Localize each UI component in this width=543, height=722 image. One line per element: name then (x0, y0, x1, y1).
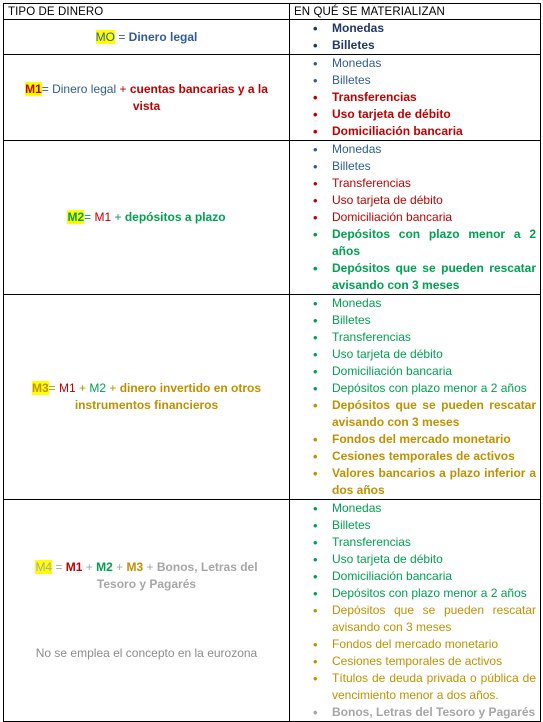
m1-definition (4, 55, 290, 141)
list-item: • Domiciliación bancaria (313, 124, 463, 139)
m2-plus: + (111, 210, 125, 224)
list-item: • Monedas (313, 56, 382, 71)
list-item: • Fondos del mercado monetario (313, 432, 511, 447)
list-item: • Uso tarjeta de débito (313, 552, 443, 567)
bullet-icon: • (313, 107, 318, 122)
list-item: • Domiciliación bancaria (313, 569, 453, 584)
m1-label: M1 (25, 81, 42, 96)
m1-plus: + (116, 81, 130, 96)
list-item: • Títulos de deuda privada o pública de vencimiento menor a dos años. (313, 671, 536, 702)
bullet-icon: • (313, 73, 318, 88)
list-item: • Billetes (313, 73, 371, 88)
list-item: • Uso tarjeta de débito (313, 193, 443, 208)
m3-part: M2 (89, 381, 106, 395)
list-item: • Depósitos que se pueden rescatar avisando con 3 meses (313, 261, 536, 292)
list-item: • Uso tarjeta de débito (313, 107, 451, 122)
m1-items (290, 55, 541, 141)
bullet-icon: • (313, 586, 318, 601)
bullet-icon: • (313, 398, 318, 413)
bullet-icon: • (313, 466, 318, 481)
list-item: • Bonos, Letras del Tesoro y Pagarés (313, 705, 536, 720)
m1-part: Dinero legal (52, 81, 117, 96)
eurozone-note: No se emplea el concepto en la eurozona (35, 646, 258, 660)
list-item: • Monedas (313, 501, 382, 516)
bullet-icon: • (313, 142, 318, 157)
m3-part: M1 (58, 381, 76, 395)
m0-part: Dinero legal (128, 29, 198, 44)
bullet-icon: • (313, 364, 318, 379)
m4-items (290, 500, 541, 722)
list-item: • Valores bancarios a plazo inferior a dos años (313, 466, 536, 497)
list-item: • Uso tarjeta de débito (313, 347, 443, 362)
bullet-icon: • (313, 296, 318, 311)
m2-definition (4, 141, 290, 295)
list-item: • Cesiones temporales de activos (313, 449, 515, 464)
bullet-icon: • (313, 432, 318, 447)
m1-part: cuentas bancarias y a la vista (129, 81, 268, 113)
m3-part: dinero invertido en otros instrumentos financieros (74, 381, 262, 412)
list-item: • Transferencias (313, 535, 411, 550)
bullet-icon: • (313, 159, 318, 174)
m4-part: M3 (126, 560, 144, 574)
list-item: • Depósitos con plazo menor a 2 años (313, 227, 536, 258)
bullet-icon: • (313, 21, 318, 36)
m0-equals: = (114, 29, 129, 44)
m0-items (290, 20, 541, 55)
bullet-icon: • (313, 38, 318, 53)
m4-definition (4, 500, 290, 722)
header-money-type: TIPO DE DINERO (4, 4, 290, 20)
bullet-icon: • (313, 603, 318, 618)
list-item: • Fondos del mercado monetario (313, 637, 499, 652)
m3-plus: + (75, 381, 90, 395)
bullet-icon: • (313, 449, 318, 464)
header-materialization: EN QUÉ SE MATERIALIZAN (290, 4, 541, 20)
row-m1 (4, 55, 541, 141)
list-item: • Cesiones temporales de activos (313, 654, 503, 669)
m3-equals: = (48, 381, 59, 395)
list-item: • Transferencias (313, 90, 417, 105)
bullet-icon: • (313, 381, 318, 396)
money-types-table (3, 3, 541, 722)
bullet-icon: • (313, 261, 318, 276)
bullet-icon: • (313, 552, 318, 567)
m2-part: M1 (94, 210, 112, 224)
list-item: • Transferencias (313, 176, 411, 191)
list-item: • Depósitos que se pueden rescatar avisando con 3 meses (313, 603, 536, 634)
m4-part: M1 (65, 560, 83, 574)
bullet-icon: • (313, 518, 318, 533)
m2-items (290, 141, 541, 295)
bullet-icon: • (313, 56, 318, 71)
list-item: • Transferencias (313, 330, 411, 345)
bullet-icon: • (313, 210, 318, 225)
m4-plus: + (82, 560, 97, 574)
row-m3 (4, 295, 541, 500)
bullet-icon: • (313, 330, 318, 345)
list-item: • Monedas (313, 296, 382, 311)
m4-plus: + (143, 560, 157, 574)
bullet-icon: • (313, 227, 318, 242)
bullet-icon: • (313, 569, 318, 584)
list-item: • Depósitos que se pueden rescatar avisando con 3 meses (313, 398, 536, 429)
m3-plus: + (106, 381, 120, 395)
bullet-icon: • (313, 176, 318, 191)
m4-part: M2 (96, 560, 113, 574)
m2-equals: = (84, 210, 95, 224)
bullet-icon: • (313, 313, 318, 328)
bullet-icon: • (313, 501, 318, 516)
m3-items (290, 295, 541, 500)
row-m2 (4, 141, 541, 295)
m2-part: depósitos a plazo (124, 210, 226, 224)
list-item: • Billetes (313, 38, 375, 53)
list-item: • Depósitos con plazo menor a 2 años (313, 381, 527, 396)
bullet-icon: • (313, 193, 318, 208)
bullet-icon: • (313, 90, 318, 105)
list-item: • Billetes (313, 159, 371, 174)
bullet-icon: • (313, 124, 318, 139)
list-item: • Monedas (313, 142, 382, 157)
bullet-icon: • (313, 705, 318, 720)
m1-equals: = (41, 81, 53, 96)
bullet-icon: • (313, 535, 318, 550)
list-item: • Monedas (313, 21, 385, 36)
m3-label: M3 (31, 381, 49, 395)
row-m4 (4, 500, 541, 722)
row-m0 (4, 20, 541, 55)
list-item: • Billetes (313, 313, 371, 328)
header-row (4, 4, 541, 20)
m4-plus: + (112, 560, 127, 574)
list-item: • Domiciliación bancaria (313, 210, 453, 225)
m2-label: M2 (67, 210, 85, 224)
bullet-icon: • (313, 347, 318, 362)
bullet-icon: • (313, 671, 318, 686)
list-item: • Depósitos con plazo menor a 2 años (313, 586, 527, 601)
bullet-icon: • (313, 654, 318, 669)
m4-equals: = (52, 560, 66, 574)
m0-label: MO (95, 29, 115, 44)
m4-part: Bonos, Letras del Tesoro y Pagarés (96, 560, 258, 591)
m4-label: M4 (35, 560, 53, 574)
m3-definition (4, 295, 290, 500)
bullet-icon: • (313, 637, 318, 652)
list-item: • Domiciliación bancaria (313, 364, 453, 379)
m0-definition (4, 20, 290, 55)
list-item: • Billetes (313, 518, 371, 533)
